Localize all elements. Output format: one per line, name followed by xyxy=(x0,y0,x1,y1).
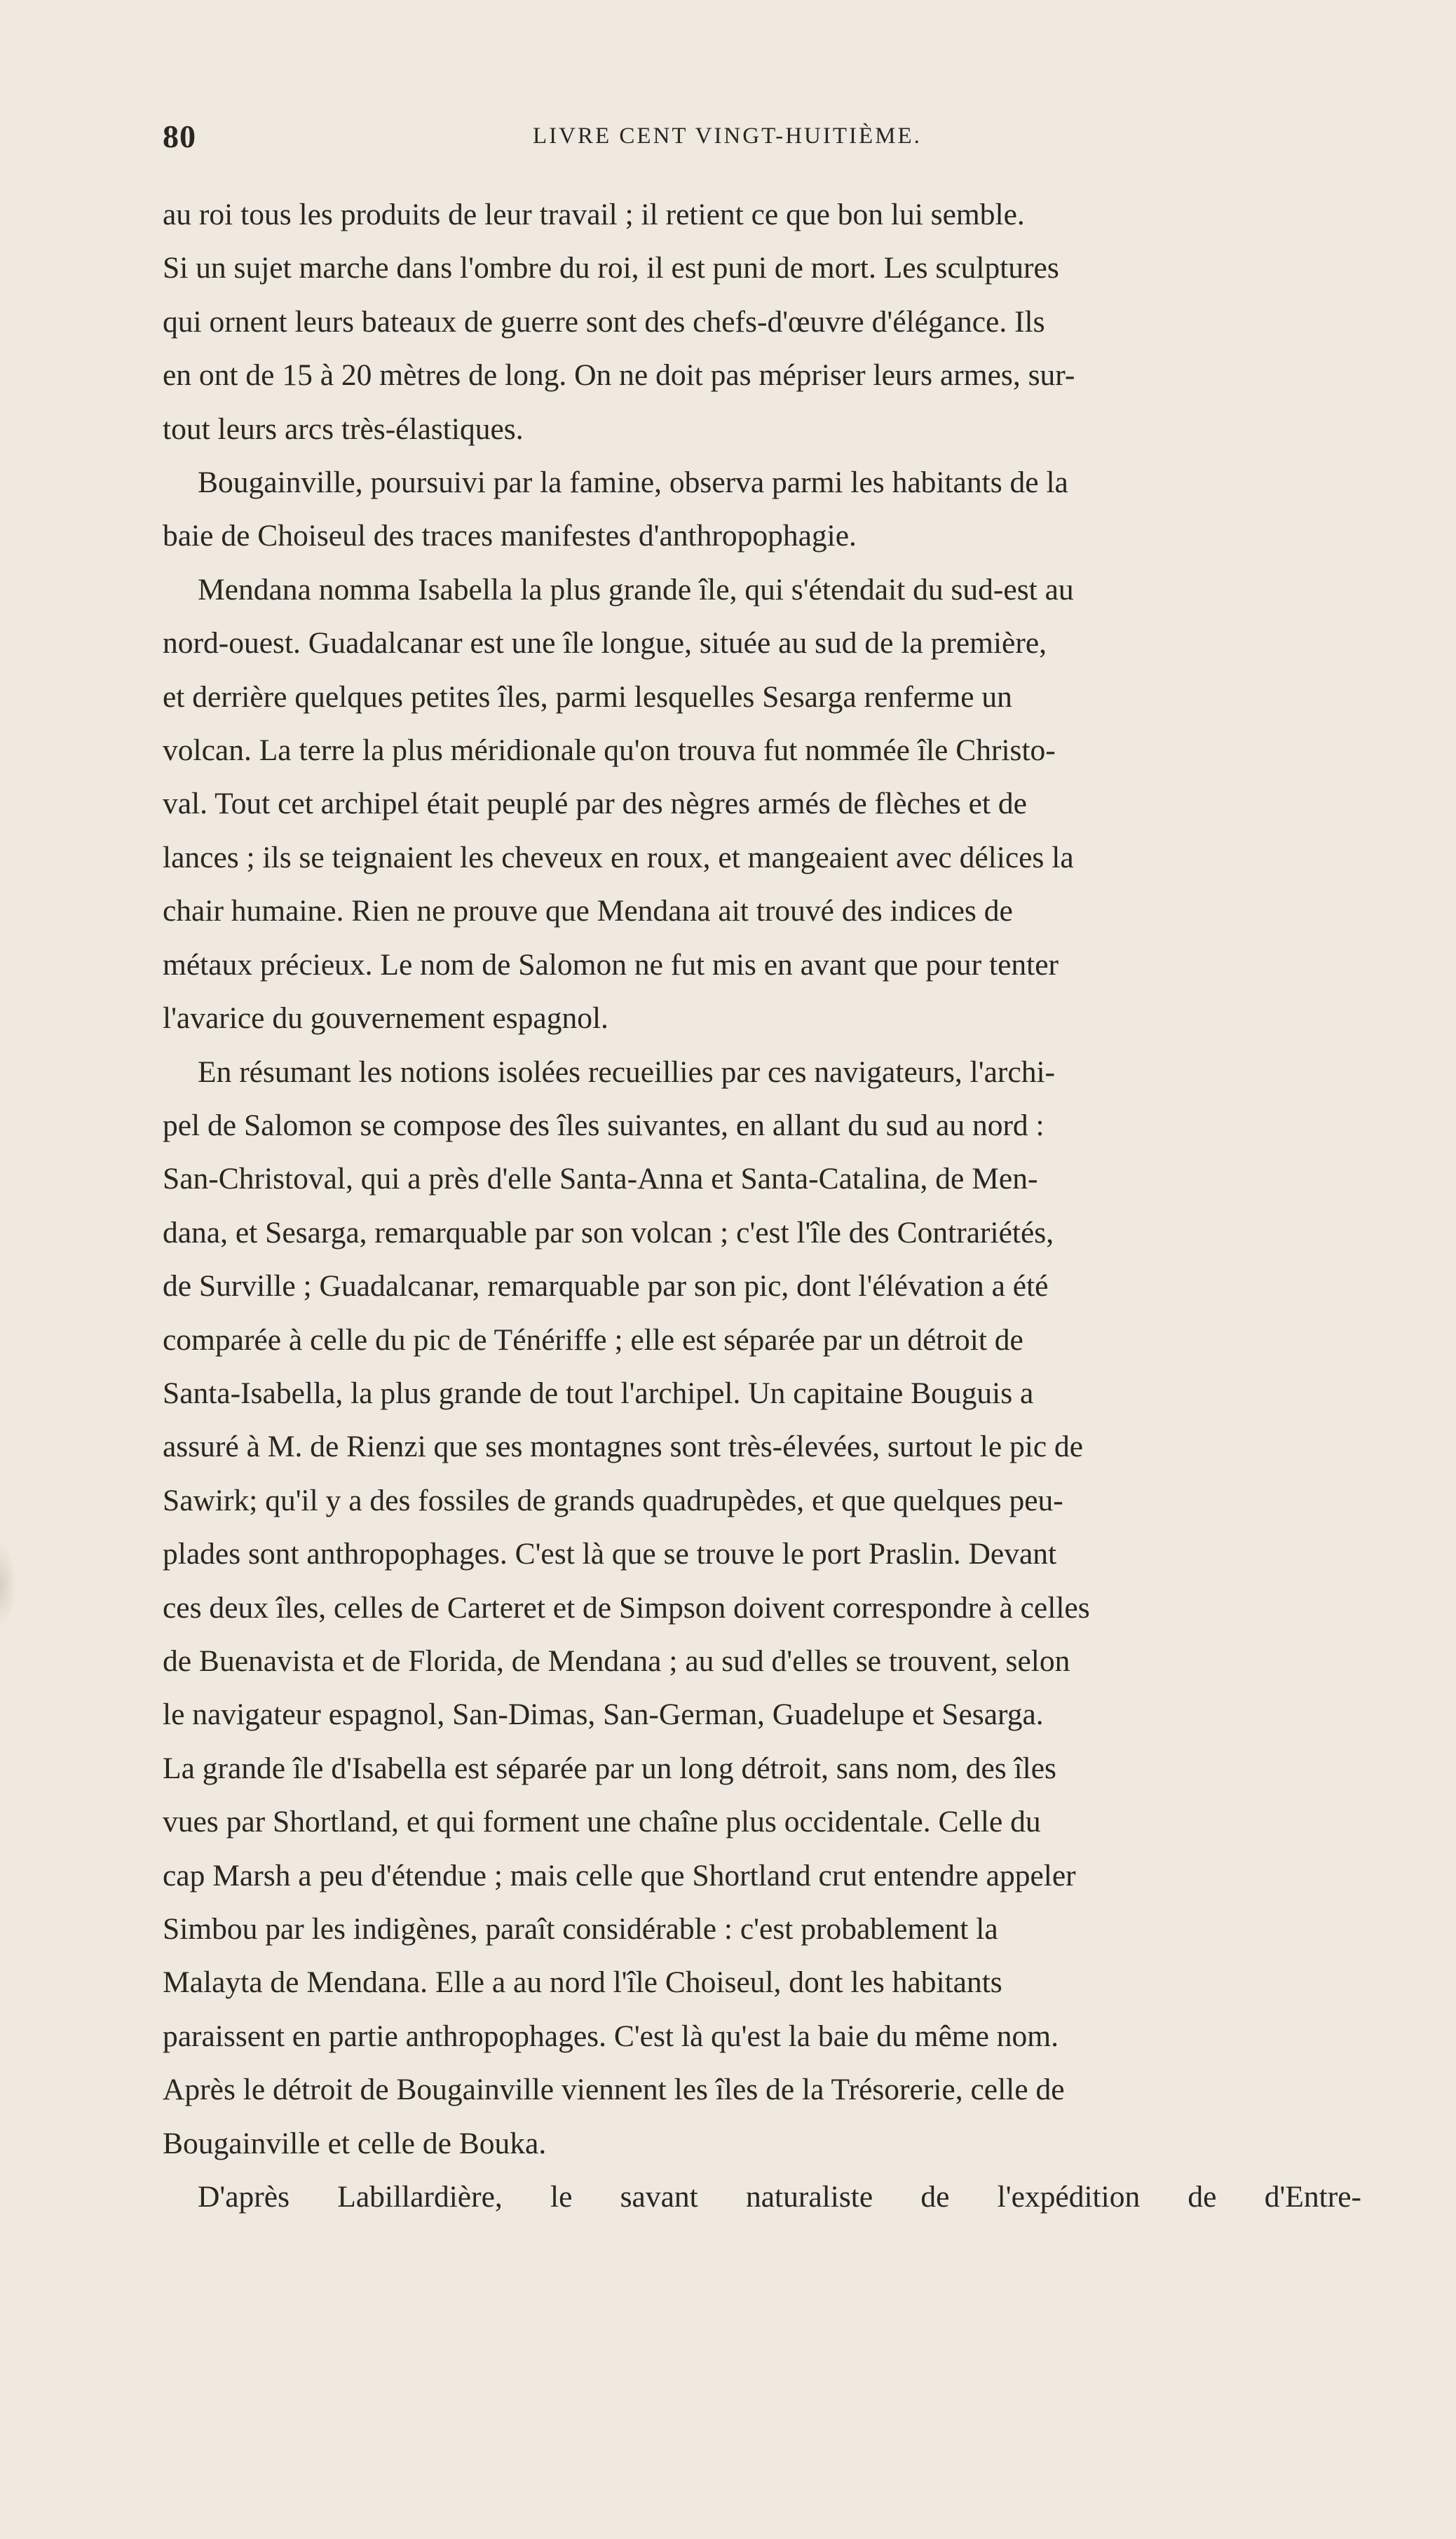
text-line: Mendana nomma Isabella la plus grande île, qui s'étendait du sud-est au xyxy=(198,572,1074,607)
page-number: 80 xyxy=(163,119,196,154)
text-line: Santa-Isabella, la plus grande de tout l'archipel. Un capitaine Bouguis a xyxy=(163,1376,1034,1410)
text-line: assuré à M. de Rienzi que ses montagnes sont très-élevées, surtout le pic de xyxy=(163,1430,1084,1464)
page-stain xyxy=(0,1543,17,1627)
text-line: nord-ouest. Guadalcanar est une île longue, située au sud de la première, xyxy=(163,626,1047,661)
text-line: Bougainville, poursuivi par la famine, observa parmi les habitants de la xyxy=(198,466,1068,500)
paragraph-1 xyxy=(163,188,1361,456)
text-line: plades sont anthropophages. C'est là que se trouve le port Praslin. Devant xyxy=(163,1537,1057,1571)
paragraph-4 xyxy=(163,1045,1361,2171)
text-line: tout leurs arcs très-élastiques. xyxy=(163,412,524,446)
running-head: LIVRE CENT VINGT-HUITIÈME. xyxy=(533,123,922,149)
text-line: cap Marsh a peu d'étendue ; mais celle que Shortland crut entendre appeler xyxy=(163,1858,1076,1893)
text-line: métaux précieux. Le nom de Salomon ne fut mis en avant que pour tenter xyxy=(163,947,1059,982)
text-line: Malayta de Mendana. Elle a au nord l'île Choiseul, dont les habitants xyxy=(163,1965,1002,2000)
text-line: val. Tout cet archipel était peuplé par des nègres armés de flèches et de xyxy=(163,787,1027,821)
text-line: dana, et Sesarga, remarquable par son volcan ; c'est l'île des Contrariétés, xyxy=(163,1215,1054,1250)
text-line: Sawirk; qu'il y a des fossiles de grands quadrupèdes, et que quelques peu- xyxy=(163,1483,1063,1517)
text-line: La grande île d'Isabella est séparée par un long détroit, sans nom, des îles xyxy=(163,1751,1056,1785)
text-line: au roi tous les produits de leur travail ; il retient ce que bon lui semble. xyxy=(163,198,1025,231)
text-line: ces deux îles, celles de Carteret et de Simpson doivent correspondre à celles xyxy=(163,1590,1090,1625)
text-line: paraissent en partie anthropophages. C'est là qu'est la baie du même nom. xyxy=(163,2019,1059,2053)
text-line: volcan. La terre la plus méridionale qu'on trouva fut nommée île Christo- xyxy=(163,733,1056,768)
text-line: San-Christoval, qui a près d'elle Santa-Anna et Santa-Catalina, de Men- xyxy=(163,1162,1038,1196)
text-line: comparée à celle du pic de Ténériffe ; elle est séparée par un détroit de xyxy=(163,1322,1023,1357)
text-line: Bougainville et celle de Bouka. xyxy=(163,2126,547,2160)
paragraph-2 xyxy=(163,456,1361,563)
text-line: Simbou par les indigènes, paraît considérable : c'est probablement la xyxy=(163,1912,998,1946)
text-line: Si un sujet marche dans l'ombre du roi, il est puni de mort. Les sculptures xyxy=(163,251,1059,285)
text-line: de Surville ; Guadalcanar, remarquable par son pic, dont l'élévation a été xyxy=(163,1269,1049,1304)
text-line: de Buenavista et de Florida, de Mendana ; au sud d'elles se trouvent, selon xyxy=(163,1644,1070,1678)
text-line: En résumant les notions isolées recueillies par ces navigateurs, l'archi- xyxy=(198,1055,1056,1089)
text-line: en ont de 15 à 20 mètres de long. On ne doit pas mépriser leurs armes, sur- xyxy=(163,358,1075,393)
paragraph-5 xyxy=(163,2170,1361,2223)
text-line: qui ornent leurs bateaux de guerre sont des chefs-d'œuvre d'élégance. Ils xyxy=(163,304,1045,339)
text-line: et derrière quelques petites îles, parmi lesquelles Sesarga renferme un xyxy=(163,679,1012,714)
text-line: D'après Labillardière, le savant naturaliste de l'expédition de d'Entre- xyxy=(198,2180,1361,2214)
text-line: pel de Salomon se compose des îles suivantes, en allant du sud au nord : xyxy=(163,1108,1045,1142)
paragraph-3 xyxy=(163,563,1361,1045)
body-text xyxy=(163,188,1361,2223)
text-line: vues par Shortland, et qui forment une chaîne plus occidentale. Celle du xyxy=(163,1805,1041,1839)
text-line: Après le détroit de Bougainville viennent les îles de la Trésorerie, celle de xyxy=(163,2073,1065,2107)
text-line: lances ; ils se teignaient les cheveux en roux, et mangeaient avec délices la xyxy=(163,840,1074,874)
text-line: baie de Choiseul des traces manifestes d'anthropophagie. xyxy=(163,519,857,553)
text-line: le navigateur espagnol, San-Dimas, San-German, Guadelupe et Sesarga. xyxy=(163,1698,1044,1732)
text-line: chair humaine. Rien ne prouve que Mendana ait trouvé des indices de xyxy=(163,894,1013,928)
text-line: l'avarice du gouvernement espagnol. xyxy=(163,1001,608,1036)
